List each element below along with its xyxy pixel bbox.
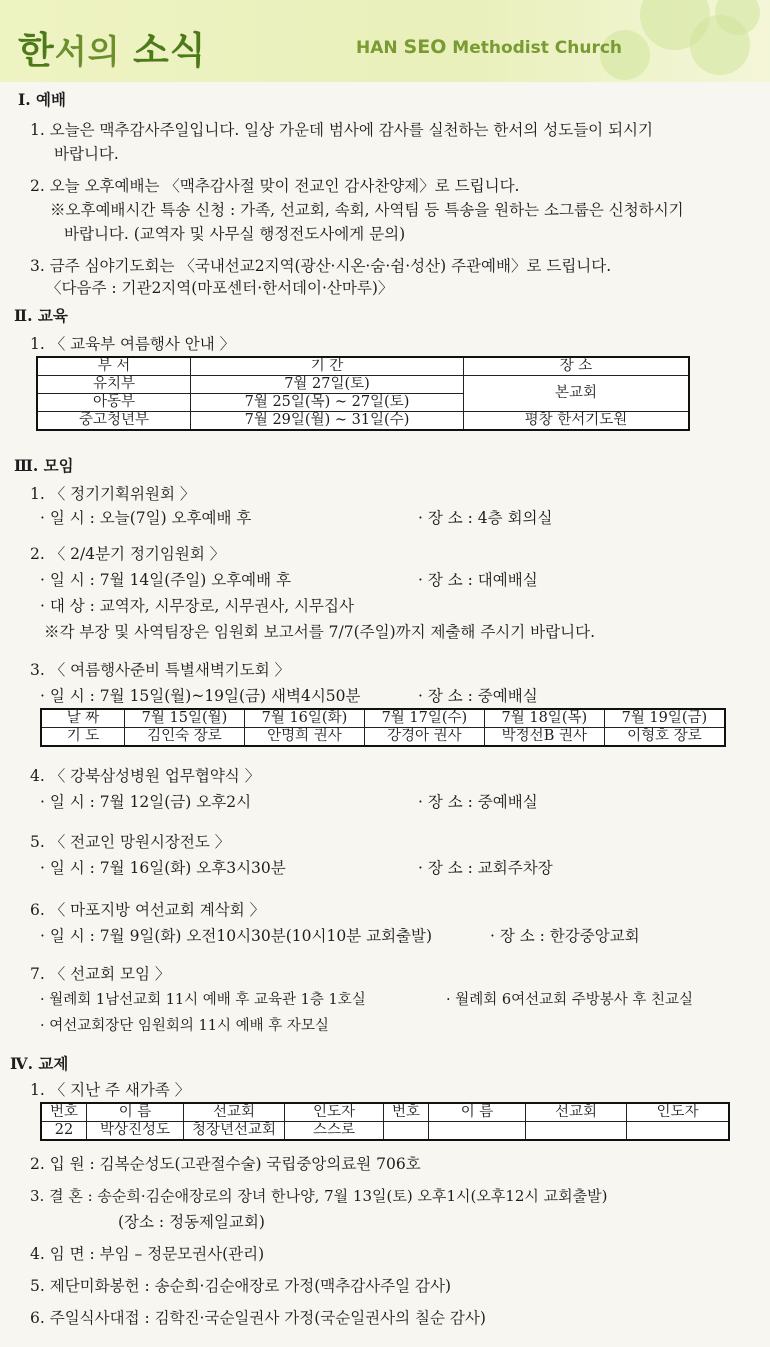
page-header	[0, 0, 770, 82]
table-cell: 7월 25일(목) ~ 27일(토)	[191, 394, 464, 412]
meeting-7-title: 7. 〈 선교회 모임 〉	[30, 965, 171, 983]
worship-item-2: 2. 오늘 오후예배는 〈맥추감사절 맞이 전교인 감사찬양제〉로 드립니다.	[30, 177, 520, 195]
table-header: 번호	[384, 1103, 429, 1122]
meeting-1-title: 1. 〈 정기기획위원회 〉	[30, 485, 196, 503]
table-header: 날 짜	[41, 709, 125, 728]
section-meetings-heading: Ⅲ. 모임	[14, 456, 74, 475]
table-cell: 평창 한서기도원	[464, 412, 690, 431]
meeting-7-line-a: · 월례회 1남선교회 11시 예배 후 교육관 1층 1호실	[40, 992, 366, 1008]
table-header: 부 서	[37, 357, 191, 376]
table-cell	[384, 1122, 429, 1141]
newsletter-title: 한서의 소식	[18, 29, 207, 72]
meeting-4-title: 4. 〈 강북삼성병원 업무협약식 〉	[30, 767, 261, 785]
table-header: 선교회	[526, 1103, 627, 1122]
meeting-2-note: ※각 부장 및 사역팀장은 임원회 보고서를 7/7(주일)까지 제출해 주시기 바랍니다.	[44, 623, 596, 641]
table-cell: 7월 15일(월)	[125, 709, 245, 728]
meeting-2-title: 2. 〈 2/4분기 정기임원회 〉	[30, 545, 226, 563]
table-header: 선교회	[184, 1103, 285, 1122]
newsletter-body	[0, 82, 770, 1347]
meeting-2-target: · 대 상 : 교역자, 시무장로, 시무권사, 시무집사	[40, 597, 354, 615]
table-cell: 7월 19일(금)	[604, 709, 725, 728]
table-cell: 22	[41, 1122, 87, 1141]
table-cell: 이형호 장로	[604, 728, 725, 747]
education-events-table	[36, 356, 690, 431]
meeting-3-date: · 일 시 : 7월 15일(월)~19일(금) 새벽4시50분	[40, 687, 361, 705]
fellowship-item-6: 6. 주일식사대접 : 김학진·국순일권사 가정(국순일권사의 칠순 감사)	[30, 1309, 486, 1327]
table-cell: 김인숙 장로	[125, 728, 245, 747]
meeting-4-date: · 일 시 : 7월 12일(금) 오후2시	[40, 793, 252, 811]
table-cell	[627, 1122, 730, 1141]
table-cell: 안명희 권사	[244, 728, 364, 747]
table-header: 번호	[41, 1103, 87, 1122]
meeting-2-date: · 일 시 : 7월 14일(주일) 오후예배 후	[40, 571, 292, 589]
fellowship-item-3: 3. 결 혼 : 송순희·김순애장로의 장녀 한나양, 7월 13일(토) 오후1시(오후12시 교회출발)	[30, 1187, 608, 1205]
meeting-3-title: 3. 〈 여름행사준비 특별새벽기도회 〉	[30, 661, 291, 679]
table-cell: 강경아 권사	[364, 728, 484, 747]
fellowship-item-5: 5. 제단미화봉헌 : 송순희·김순애장로 가정(맥추감사주일 감사)	[30, 1277, 452, 1295]
meeting-2-place: · 장 소 : 대예배실	[418, 571, 538, 589]
meeting-1-date: · 일 시 : 오늘(7일) 오후예배 후	[40, 509, 252, 527]
table-cell: 7월 17일(수)	[364, 709, 484, 728]
table-cell: 7월 27일(토)	[191, 376, 464, 394]
meeting-3-place: · 장 소 : 중예배실	[418, 687, 538, 705]
table-cell: 유치부	[37, 376, 191, 394]
table-header: 장 소	[464, 357, 690, 376]
meeting-6-date: · 일 시 : 7월 9일(화) 오전10시30분(10시10분 교회출발)	[40, 927, 433, 945]
worship-item-3-next: 〈다음주 : 기관2지역(마포센터·한서데이·산마루)〉	[46, 279, 394, 297]
table-cell	[526, 1122, 627, 1141]
table-header: 기 간	[191, 357, 464, 376]
meeting-6-place: · 장 소 : 한강중앙교회	[490, 927, 640, 945]
section-fellowship-heading: Ⅳ. 교제	[10, 1054, 69, 1073]
table-header: 이 름	[429, 1103, 526, 1122]
table-cell: 아동부	[37, 394, 191, 412]
fellowship-item-2: 2. 입 원 : 김복순성도(고관절수술) 국립중앙의료원 706호	[30, 1155, 421, 1173]
section-worship-heading: Ⅰ. 예배	[18, 90, 66, 109]
worship-item-3: 3. 금주 심야기도회는 〈국내선교2지역(광산·시온·숨·쉼·성산) 주관예배〉로 드립니다.	[30, 257, 612, 275]
worship-item-2-note-cont: 바랍니다. (교역자 및 사무실 행정전도사에게 문의)	[64, 225, 406, 243]
table-header: 기 도	[41, 728, 125, 747]
meeting-5-date: · 일 시 : 7월 16일(화) 오후3시30분	[40, 859, 286, 877]
table-header: 인도자	[285, 1103, 384, 1122]
meeting-6-title: 6. 〈 마포지방 여선교회 계삭회 〉	[30, 901, 266, 919]
meeting-5-place: · 장 소 : 교회주차장	[418, 859, 553, 877]
table-cell: 중고청년부	[37, 412, 191, 431]
table-header: 인도자	[627, 1103, 730, 1122]
meeting-7-line-c: · 여선교회장단 임원회의 11시 예배 후 자모실	[40, 1018, 329, 1034]
section-education-heading: Ⅱ. 교육	[14, 306, 68, 325]
church-name: HAN SEO Methodist Church	[356, 36, 623, 58]
table-cell: 스스로	[285, 1122, 384, 1141]
table-cell: 7월 29일(월) ~ 31일(수)	[191, 412, 464, 431]
table-cell: 청장년선교회	[184, 1122, 285, 1141]
table-header: 이 름	[87, 1103, 184, 1122]
table-cell: 7월 16일(화)	[244, 709, 364, 728]
table-cell: 박상진성도	[87, 1122, 184, 1141]
table-cell: 본교회	[464, 376, 690, 412]
meeting-7-line-b: · 월례회 6여선교회 주방봉사 후 친교실	[446, 992, 693, 1008]
table-cell: 박정선B 권사	[484, 728, 604, 747]
fellowship-item-3-cont: (장소 : 정동제일교회)	[118, 1213, 265, 1231]
fellowship-item-1: 1. 〈 지난 주 새가족 〉	[30, 1081, 191, 1099]
meeting-5-title: 5. 〈 전교인 망원시장전도 〉	[30, 833, 231, 851]
table-cell	[429, 1122, 526, 1141]
new-members-table	[40, 1102, 730, 1141]
meeting-4-place: · 장 소 : 중예배실	[418, 793, 538, 811]
worship-item-2-note: ※오후예배시간 특송 신청 : 가족, 선교회, 속회, 사역팀 등 특송을 원하는 소그룹은 신청하시기	[50, 201, 684, 219]
fellowship-item-4: 4. 임 면 : 부임 – 정문모권사(관리)	[30, 1245, 265, 1263]
table-cell: 7월 18일(목)	[484, 709, 604, 728]
prayer-schedule-table	[40, 708, 726, 747]
education-item-1: 1. 〈 교육부 여름행사 안내 〉	[30, 335, 236, 353]
meeting-1-place: · 장 소 : 4층 회의실	[418, 509, 553, 527]
worship-item-1-cont: 바랍니다.	[54, 145, 119, 163]
worship-item-1: 1. 오늘은 맥추감사주일입니다. 일상 가운데 범사에 감사를 실천하는 한서의 성도들이 되시기	[30, 121, 653, 139]
